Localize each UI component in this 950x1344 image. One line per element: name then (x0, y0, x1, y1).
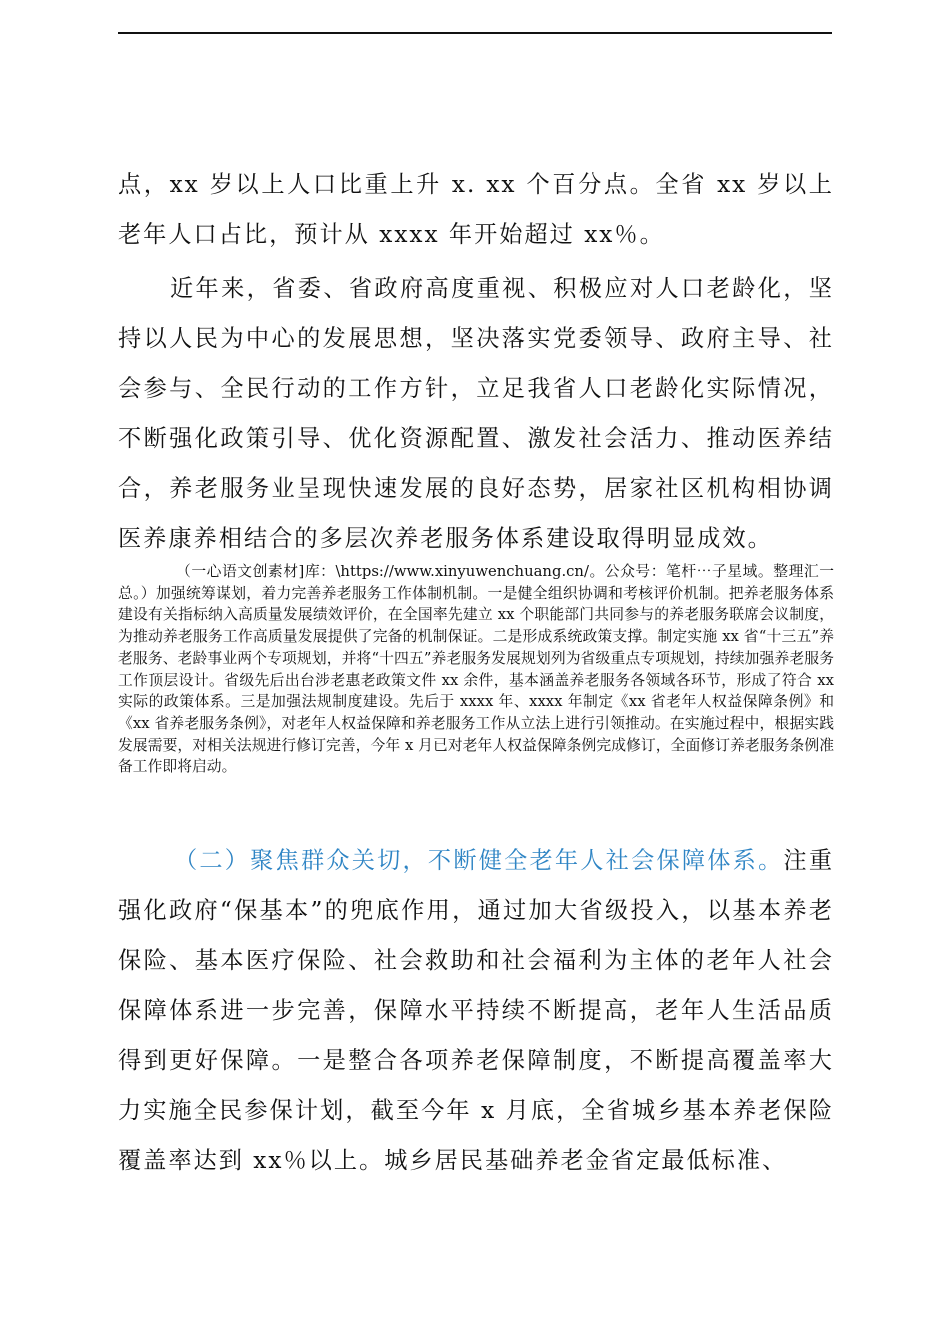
paragraph-2: 近年来，省委、省政府高度重视、积极应对人口老龄化，坚持以人民为中心的发展思想，坚决落实党委领导、政府主导、社会参与、全民行动的工作方针，立足我省人口老龄化实际情况，不断强化政策引导、优化资源配置、激发社会活力、推动医养结合，养老服务业呈现快速发展的良好态势，居家社区机构相协调医养康养相结合的多层次养老服务体系建设取得明显成效。 (118, 275, 834, 552)
header-rule (118, 32, 832, 34)
paragraph-1: 点，xx 岁以上人口比重上升 x. xx 个百分点。全省 xx 岁以上老年人口占比，预计从 xxxx 年开始超过 xx％。 (118, 171, 834, 248)
paragraph-3-body: 注重强化政府“保基本”的兜底作用，通过加大省级投入，以基本养老保险、基本医疗保险、社会救助和社会福利为主体的老年人社会保障体系进一步完善，保障水平持续不断提高，老年人生活品质得到更好保障。一是整合各项养老保障制度，不断提高覆盖率大力实施全民参保计划，截至今年 x 月底，全省城乡基本养老保险覆盖率达到 xx％以上。城乡居民基础养老金省定最低标准、 (118, 847, 835, 1174)
section-heading: （二）聚焦群众关切，不断健全老年人社会保障体系。 (174, 847, 784, 874)
paragraph-3 (118, 836, 834, 1186)
paragraph-small-print: （一心语文创素材]库：\https://www.xinyuwenchuang.cn/。公众号：笔杆⋯子星域。整理汇一总。）加强统筹谋划，着力完善养老服务工作体制机制。一是健全组织协调和考核评价机制。把养老服务体系建设有关指标纳入高质量发展绩效评价，在全国率先建立 xx 个职能部门共同参与的养老服务联席会议制度，为推动养老服务工作高质量发展提供了完备的机制保证。二是形成系统政策支撑。制定实施 xx 省“十三五”养老服务、老龄事业两个专项规划，并将“十四五”养老服务发展规划列为省级重点专项规划，持续加强养老服务工作顶层设计。省级先后出台涉老惠老政策文件 xx 余件，基本涵盖养老服务各领域各环节，形成了符合 xx 实际的政策体系。三是加强法规制度建设。先后于 xxxx 年、xxxx 年制定《xx 省老年人权益保障条例》和《xx 省养老服务条例》，对老年人权益保障和养老服务工作从立法上进行引领推动。在实施过程中，根据实践发展需要，对相关法规进行修订完善，今年 x 月已对老年人权益保障条例完成修订，全面修订养老服务条例准备工作即将启动。 (118, 563, 834, 776)
